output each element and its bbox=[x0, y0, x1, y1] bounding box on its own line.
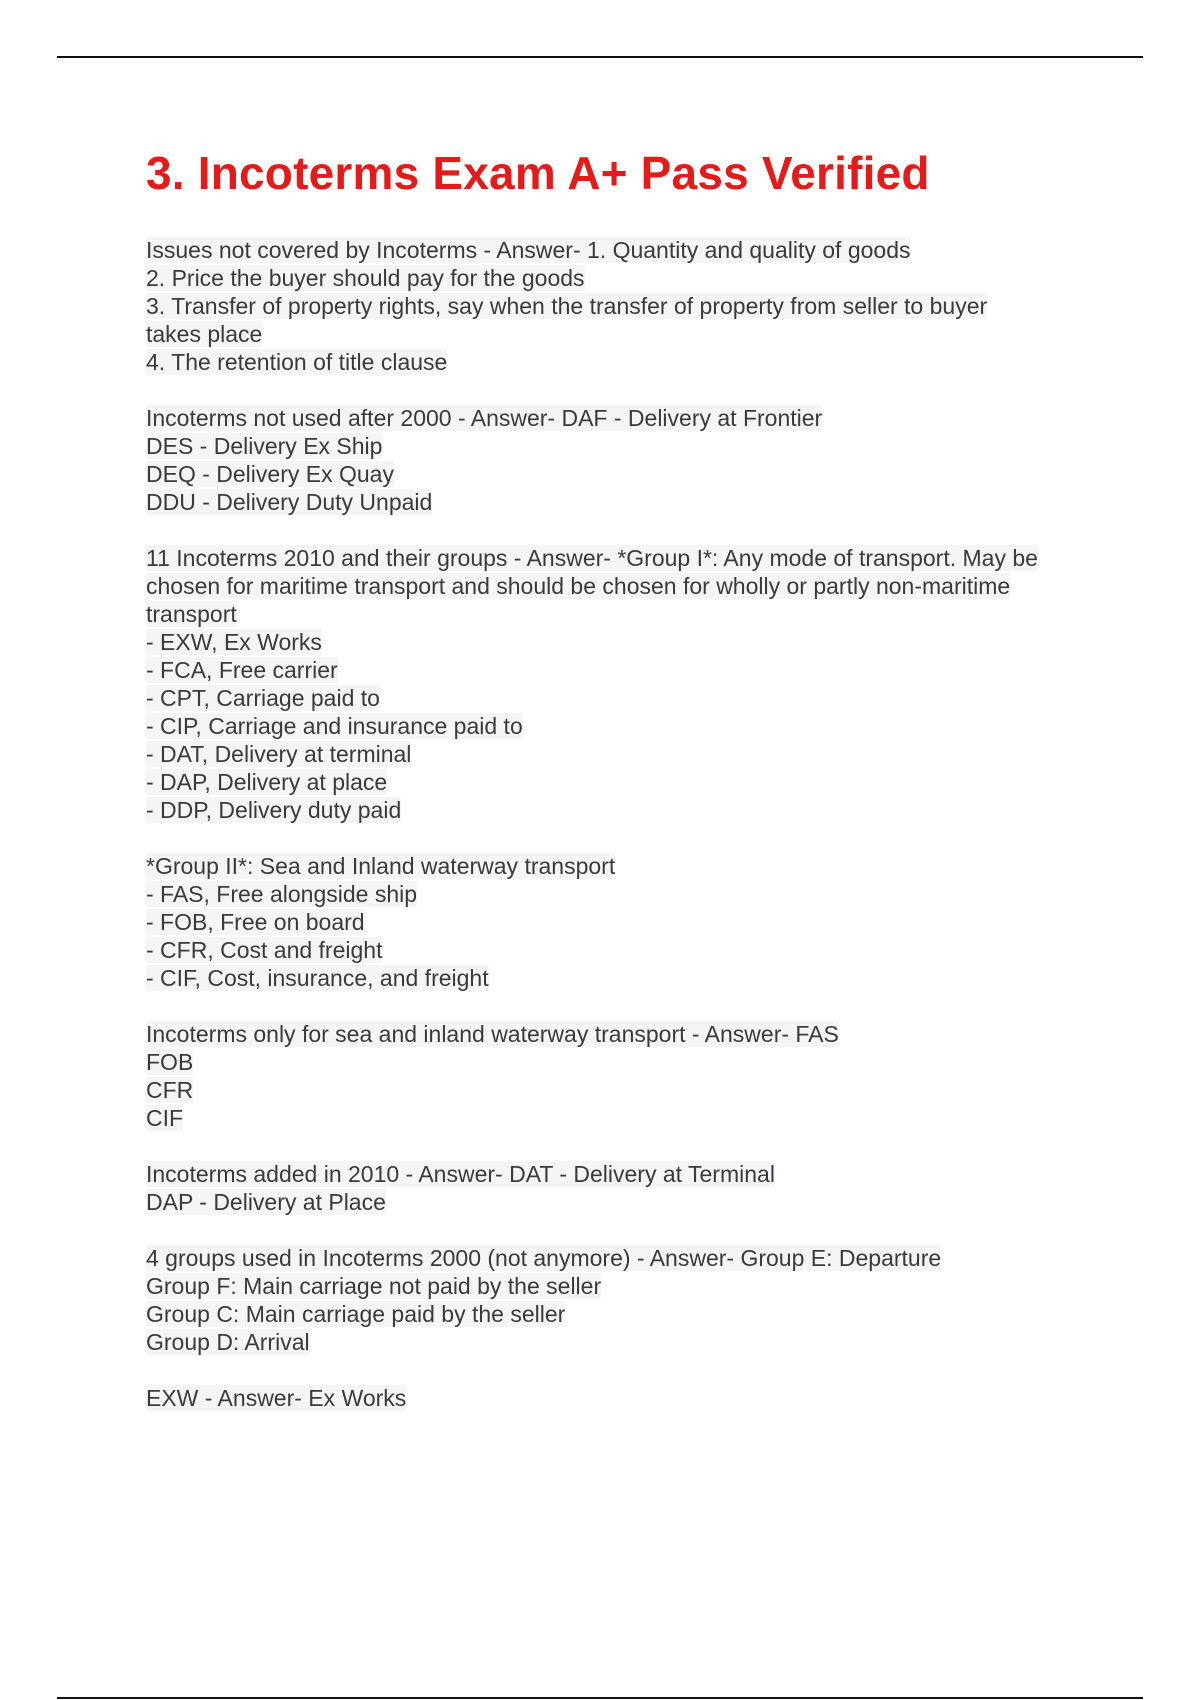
qa-line bbox=[146, 1076, 1106, 1104]
qa-line bbox=[146, 964, 1106, 992]
qa-line-text: CIF bbox=[146, 1105, 184, 1131]
qa-list bbox=[146, 236, 1106, 1412]
qa-line bbox=[146, 236, 1106, 264]
document-body bbox=[146, 138, 1106, 1440]
qa-line bbox=[146, 880, 1106, 908]
qa-line bbox=[146, 460, 1106, 488]
qa-line-text: FOB bbox=[146, 1049, 194, 1075]
qa-line bbox=[146, 1328, 1106, 1356]
qa-line-text: Group D: Arrival bbox=[146, 1329, 310, 1355]
qa-line-text: Incoterms added in 2010 - Answer- DAT - Delivery at Terminal bbox=[146, 1161, 775, 1187]
qa-line bbox=[146, 1272, 1106, 1300]
qa-line-text: takes place bbox=[146, 321, 263, 347]
qa-entry bbox=[146, 852, 1106, 992]
qa-line-text: - CFR, Cost and freight bbox=[146, 937, 383, 963]
qa-line-text: - DAP, Delivery at place bbox=[146, 769, 388, 795]
qa-line-text: - DDP, Delivery duty paid bbox=[146, 797, 402, 823]
qa-line bbox=[146, 264, 1106, 292]
qa-line bbox=[146, 656, 1106, 684]
qa-line-text: - CIF, Cost, insurance, and freight bbox=[146, 965, 489, 991]
qa-line-text: DEQ - Delivery Ex Quay bbox=[146, 461, 394, 487]
qa-entry bbox=[146, 404, 1106, 516]
qa-line bbox=[146, 712, 1106, 740]
qa-line bbox=[146, 796, 1106, 824]
qa-line bbox=[146, 768, 1106, 796]
qa-line-text: 3. Transfer of property rights, say when the transfer of property from seller to buyer bbox=[146, 293, 988, 319]
qa-line-text: Group F: Main carriage not paid by the seller bbox=[146, 1273, 602, 1299]
footer-rule bbox=[57, 1697, 1143, 1699]
qa-entry bbox=[146, 1384, 1106, 1412]
qa-line-text: - DAT, Delivery at terminal bbox=[146, 741, 412, 767]
qa-line-text: - FAS, Free alongside ship bbox=[146, 881, 418, 907]
qa-entry bbox=[146, 1160, 1106, 1216]
qa-line-text: - CIP, Carriage and insurance paid to bbox=[146, 713, 523, 739]
qa-line-text: *Group II*: Sea and Inland waterway transport bbox=[146, 853, 616, 879]
qa-line bbox=[146, 1300, 1106, 1328]
qa-line-text: DES - Delivery Ex Ship bbox=[146, 433, 383, 459]
qa-line bbox=[146, 628, 1106, 656]
qa-line bbox=[146, 292, 1106, 320]
qa-line-text: transport bbox=[146, 601, 237, 627]
qa-line-text: 2. Price the buyer should pay for the goods bbox=[146, 265, 585, 291]
qa-line bbox=[146, 1104, 1106, 1132]
qa-line bbox=[146, 684, 1106, 712]
qa-line bbox=[146, 1160, 1106, 1188]
qa-line bbox=[146, 936, 1106, 964]
qa-line bbox=[146, 404, 1106, 432]
qa-line bbox=[146, 1020, 1106, 1048]
qa-line-text: DDU - Delivery Duty Unpaid bbox=[146, 489, 433, 515]
qa-line-text: - EXW, Ex Works bbox=[146, 629, 322, 655]
qa-line-text: 11 Incoterms 2010 and their groups - Answer- *Group I*: Any mode of transport. May be bbox=[146, 545, 1038, 571]
qa-line bbox=[146, 432, 1106, 460]
qa-line bbox=[146, 852, 1106, 880]
qa-line bbox=[146, 1384, 1106, 1412]
qa-entry bbox=[146, 544, 1106, 824]
qa-line bbox=[146, 544, 1106, 572]
qa-line-text: - FOB, Free on board bbox=[146, 909, 365, 935]
qa-line-text: Issues not covered by Incoterms - Answer- 1. Quantity and quality of goods bbox=[146, 237, 911, 263]
qa-line bbox=[146, 908, 1106, 936]
document-title: 3. Incoterms Exam A+ Pass Verified bbox=[146, 147, 930, 199]
qa-line bbox=[146, 1244, 1106, 1272]
qa-line-text: Incoterms only for sea and inland waterway transport - Answer- FAS bbox=[146, 1021, 839, 1047]
qa-line bbox=[146, 740, 1106, 768]
qa-line bbox=[146, 488, 1106, 516]
qa-line-text: - FCA, Free carrier bbox=[146, 657, 338, 683]
qa-entry bbox=[146, 1244, 1106, 1356]
qa-line-text: DAP - Delivery at Place bbox=[146, 1189, 386, 1215]
qa-line bbox=[146, 1048, 1106, 1076]
qa-line bbox=[146, 320, 1106, 348]
qa-entry bbox=[146, 1020, 1106, 1132]
qa-line-text: CFR bbox=[146, 1077, 194, 1103]
qa-entry bbox=[146, 236, 1106, 376]
qa-line-text: Group C: Main carriage paid by the seller bbox=[146, 1301, 566, 1327]
qa-line bbox=[146, 1188, 1106, 1216]
qa-line-text: chosen for maritime transport and should be chosen for wholly or partly non-maritime bbox=[146, 573, 1011, 599]
qa-line bbox=[146, 600, 1106, 628]
header-rule bbox=[57, 56, 1143, 58]
qa-line bbox=[146, 572, 1106, 600]
qa-line-text: Incoterms not used after 2000 - Answer- DAF - Delivery at Frontier bbox=[146, 405, 823, 431]
qa-line-text: 4. The retention of title clause bbox=[146, 349, 448, 375]
qa-line-text: - CPT, Carriage paid to bbox=[146, 685, 380, 711]
qa-line-text: 4 groups used in Incoterms 2000 (not anymore) - Answer- Group E: Departure bbox=[146, 1245, 942, 1271]
qa-line bbox=[146, 348, 1106, 376]
qa-line-text: EXW - Answer- Ex Works bbox=[146, 1385, 407, 1411]
